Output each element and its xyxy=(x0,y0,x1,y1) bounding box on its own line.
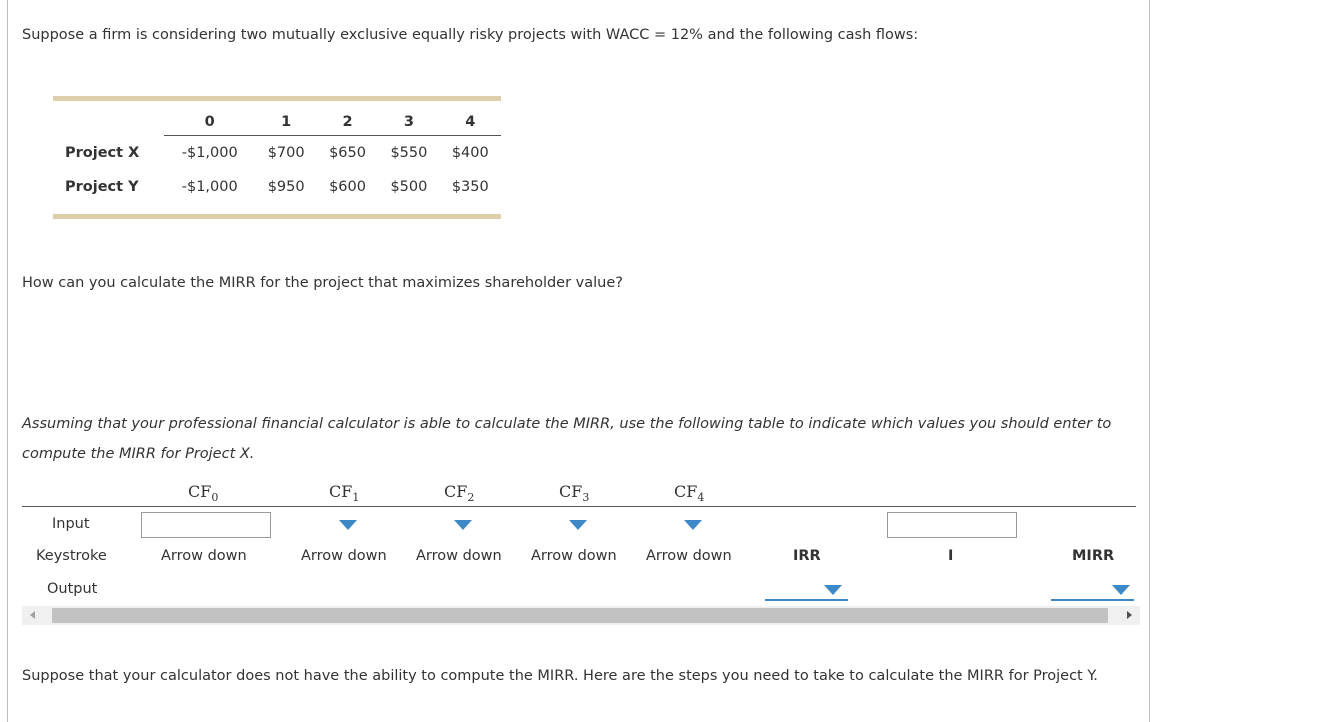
question-panel xyxy=(7,0,1150,722)
horizontal-scrollbar[interactable] xyxy=(22,606,1140,625)
cf1-header: $CF_1$ xyxy=(329,482,360,505)
cf3-header: $CF_3$ xyxy=(559,482,590,505)
cf3-keystroke: Arrow down xyxy=(531,548,617,564)
cash-flow-cell: $650 xyxy=(329,145,366,161)
scroll-right-icon[interactable] xyxy=(1127,611,1132,619)
keystroke-row-label: Keystroke xyxy=(36,548,107,564)
cf3-dropdown-icon[interactable] xyxy=(569,520,587,530)
table-row xyxy=(53,136,501,171)
i-input[interactable] xyxy=(887,512,1017,538)
cf2-dropdown-icon[interactable] xyxy=(454,520,472,530)
scroll-left-icon[interactable] xyxy=(30,611,35,619)
output-row-label: Output xyxy=(47,581,98,597)
cash-flow-cell: $600 xyxy=(329,179,366,195)
period-header: 1 xyxy=(255,109,316,136)
mirr-dropdown-icon[interactable] xyxy=(1112,585,1130,595)
period-header: 3 xyxy=(378,109,439,136)
period-header: 2 xyxy=(317,109,378,136)
cf4-keystroke: Arrow down xyxy=(646,548,732,564)
period-header: 4 xyxy=(440,109,501,136)
project-y-label: Project Y xyxy=(65,179,139,195)
cash-flow-cell: $350 xyxy=(451,179,489,195)
table-top-bar xyxy=(53,96,501,101)
irr-output-dropdown[interactable] xyxy=(765,599,848,601)
input-row-label: Input xyxy=(52,516,90,532)
cf0-header: $CF_0$ xyxy=(188,482,219,505)
cash-flow-cell: $700 xyxy=(267,145,305,161)
cash-flow-table-wrapper xyxy=(53,96,501,219)
period-header: 0 xyxy=(164,109,255,136)
cf1-dropdown-icon[interactable] xyxy=(339,520,357,530)
intro-text: Suppose a firm is considering two mutually exclusive equally risky projects with WACC = 12% and the following cash flows: xyxy=(22,27,919,43)
calc-header-divider xyxy=(22,506,1136,507)
irr-label: IRR xyxy=(793,548,821,564)
cash-flow-cell: $500 xyxy=(390,179,428,195)
cash-flow-table xyxy=(53,109,501,204)
table-row xyxy=(53,170,501,204)
project-x-label: Project X xyxy=(65,144,140,161)
cash-flow-cell: $400 xyxy=(451,145,489,161)
cf2-header: $CF_2$ xyxy=(444,482,475,505)
cf4-dropdown-icon[interactable] xyxy=(684,520,702,530)
cf1-keystroke: Arrow down xyxy=(301,548,387,564)
cash-flow-cell: -$1,000 xyxy=(181,145,238,161)
irr-dropdown-icon[interactable] xyxy=(824,585,842,595)
cf0-input[interactable] xyxy=(141,512,271,538)
cf4-header: $CF_4$ xyxy=(674,482,705,505)
i-label: I xyxy=(948,548,954,564)
instruction-text: Assuming that your professional financial calculator is able to calculate the MIRR, use the following table to indicate which values you should enter to compute the MIRR for Project X. xyxy=(22,416,1112,462)
cf2-keystroke: Arrow down xyxy=(416,548,502,564)
mirr-label: MIRR xyxy=(1072,548,1115,564)
cf0-keystroke: Arrow down xyxy=(161,548,247,564)
bottom-text: Suppose that your calculator does not have the ability to compute the MIRR. Here are the steps you need to take to calculate the MIRR for Project Y. xyxy=(22,668,1098,684)
table-bottom-bar xyxy=(53,214,501,219)
question-text: How can you calculate the MIRR for the project that maximizes shareholder value? xyxy=(22,275,623,291)
cash-flow-cell: -$1,000 xyxy=(181,179,238,195)
scrollbar-thumb[interactable] xyxy=(52,608,1108,623)
mirr-output-dropdown[interactable] xyxy=(1051,599,1134,601)
cash-flow-cell: $950 xyxy=(267,179,305,195)
cash-flow-cell: $550 xyxy=(390,145,428,161)
